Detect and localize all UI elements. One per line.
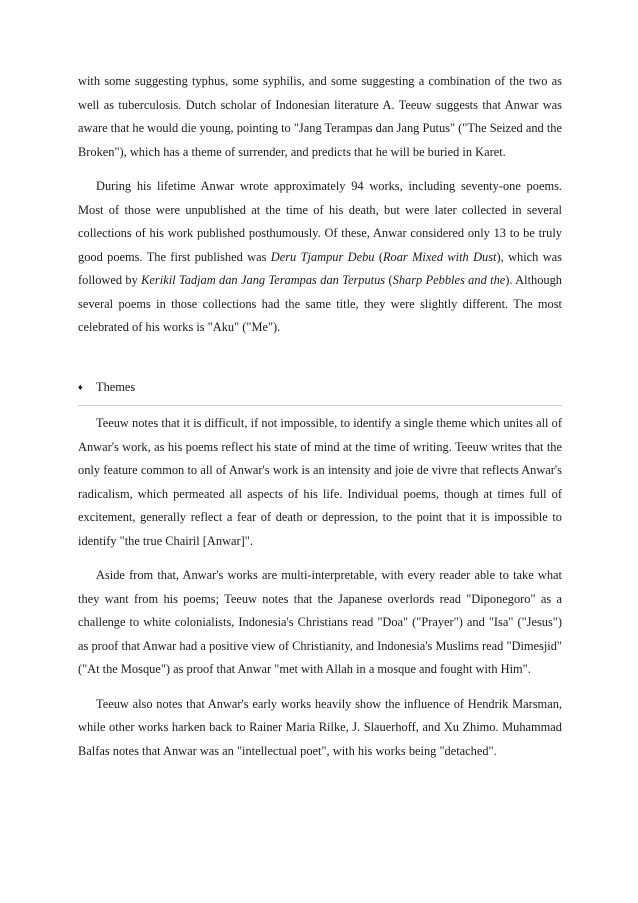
paragraph-4: Aside from that, Anwar's works are multi-interpretable, with every reader able to take what they want from his poems; Teeuw notes that the Japanese overlords read "Diponegoro" as a challenge to white colonialists, Indonesia's Christians read "Doa" ("Prayer") and "Isa" ("Jesus") as proof that Anwar had a positive view of Christianity, and Indonesia's Muslims read "Dimesjid" ("At the Mosque") as proof that Anwar "met with Allah in a mosque and fought with Him".	[78, 568, 562, 676]
title-kerikil-tadjam: Kerikil Tadjam dan Jang Terampas dan Terputus	[141, 273, 386, 287]
paragraph-2-text-d: (	[385, 273, 393, 287]
title-roar-mixed-with-dust: Roar Mixed with Dust	[382, 249, 497, 264]
section-heading-themes	[78, 376, 562, 407]
document-page	[78, 70, 562, 763]
paragraph-2-text-e: ). Although several poems in those collections had the same title, they were slightly different. The most celebrated of his works is "Aku" ("Me").	[78, 273, 562, 334]
paragraph-1: with some suggesting typhus, some syphilis, and some suggesting a combination of the two as well as tuberculosis. Dutch scholar of Indonesian literature A. Teeuw suggests that Anwar was aware that he would die young, pointing to "Jang Terampas dan Jang Putus" ("The Seized and the Broken"), which has a theme of surrender, and predicts that he will be buried in Karet.	[78, 74, 562, 159]
paragraph-3: Teeuw notes that it is difficult, if not impossible, to identify a single theme which unites all of Anwar's work, as his poems reflect his state of mind at the time of writing. Teeuw writes that the only feature common to all of Anwar's work is an intensity and joie de vivre that reflects Anwar's radicalism, which permeated all aspects of his life. Individual poems, though at times full of excitement, generally reflect a fear of death or depression, to the point that it is impossible to identify "the true Chairil [Anwar]".	[78, 416, 562, 548]
paragraph-2-text-c: ), which was followed by	[78, 249, 562, 287]
section-title: Themes	[96, 379, 136, 394]
paragraph-2-text-a: During his lifetime Anwar wrote approximately 94 works, including seventy-one poems. Most of those were unpublished at the time of his death, but were later collected in several collections of his work published posthumously. Of these, Anwar considered only 13 to be truly good poems. The first published was	[78, 179, 562, 264]
title-deru-tjampur-debu: Deru Tjampur Debu	[270, 249, 375, 264]
paragraph-5: Teeuw also notes that Anwar's early works heavily show the influence of Hendrik Marsman, while other works harken back to Rainer Maria Rilke, J. Slauerhoff, and Xu Zhimo. Muhammad Balfas notes that Anwar was an "intellectual poet", with his works being "detached".	[78, 696, 562, 758]
paragraph-2	[78, 175, 562, 340]
diamond-bullet-icon: ♦	[78, 381, 83, 392]
title-sharp-pebbles: Sharp Pebbles and the	[392, 273, 506, 287]
paragraph-2-text-b: (	[374, 249, 383, 264]
